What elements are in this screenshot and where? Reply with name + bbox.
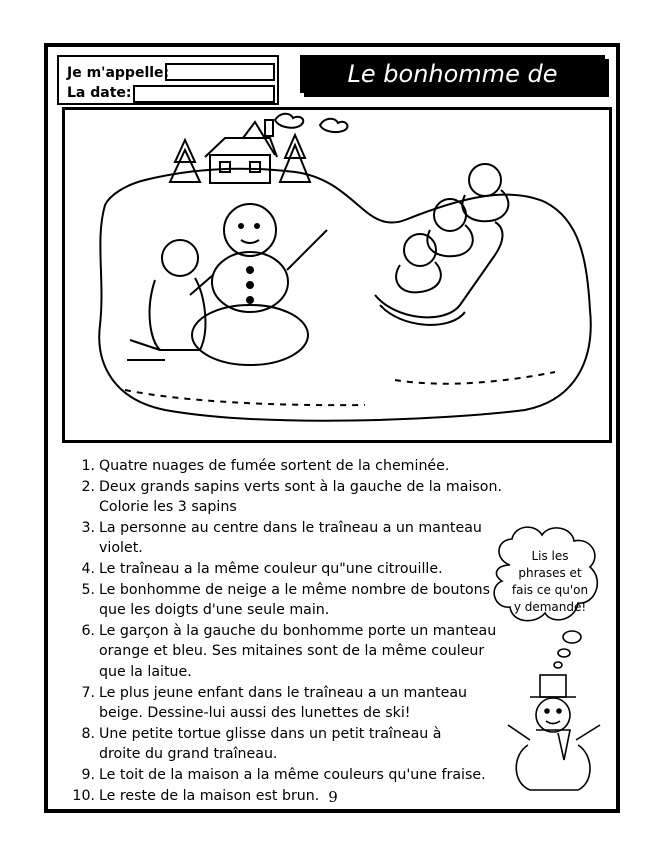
list-item: 7. Le plus jeune enfant dans le traîneau a un manteau beige. Dessine-lui aussi des lunettes de ski! [81,684,468,722]
date-field[interactable] [133,85,275,103]
coloring-illustration [62,107,612,443]
list-item: 3. La personne au centre dans le traîneau a un manteau violet. [81,519,482,557]
thought-bubble-text: Lis les phrases et fais ce qu'on y demande! [511,549,589,614]
page-title: Le bonhomme de neige#3 [347,60,558,122]
list-item: 6. Le garçon à la gauche du bonhomme porte un manteau orange et bleu. Ses mitaines sont de la même couleur que la laitue. [81,622,497,680]
winter-scene-drawing [65,110,609,440]
name-date-box [57,55,279,105]
list-item: 1. Quatre nuages de fumée sortent de la cheminée. [81,458,450,474]
name-label: Je m'appelle: [67,65,170,81]
name-field[interactable] [165,63,275,81]
title-banner [300,55,605,122]
date-label: La date: [67,85,132,101]
list-item: 2. Deux grands sapins verts sont à la gauche de la maison. Colorie les 3 sapins [81,478,502,516]
list-item: 4. Le traîneau a la même couleur qu"une citrouille. [81,560,443,577]
instructions-list [70,456,530,806]
list-item: 10. Le reste de la maison est brun. [72,787,320,804]
list-item: 8. Une petite tortue glisse dans un petit traîneau à droite du grand traîneau. [81,725,442,763]
page-number: 9 [328,788,338,806]
list-item: 9. Le toit de la maison a la même couleurs qu'une fraise. [81,766,486,783]
list-item: 5. Le bonhomme de neige a le même nombre de boutons que les doigts d'une seule main. [81,581,491,619]
